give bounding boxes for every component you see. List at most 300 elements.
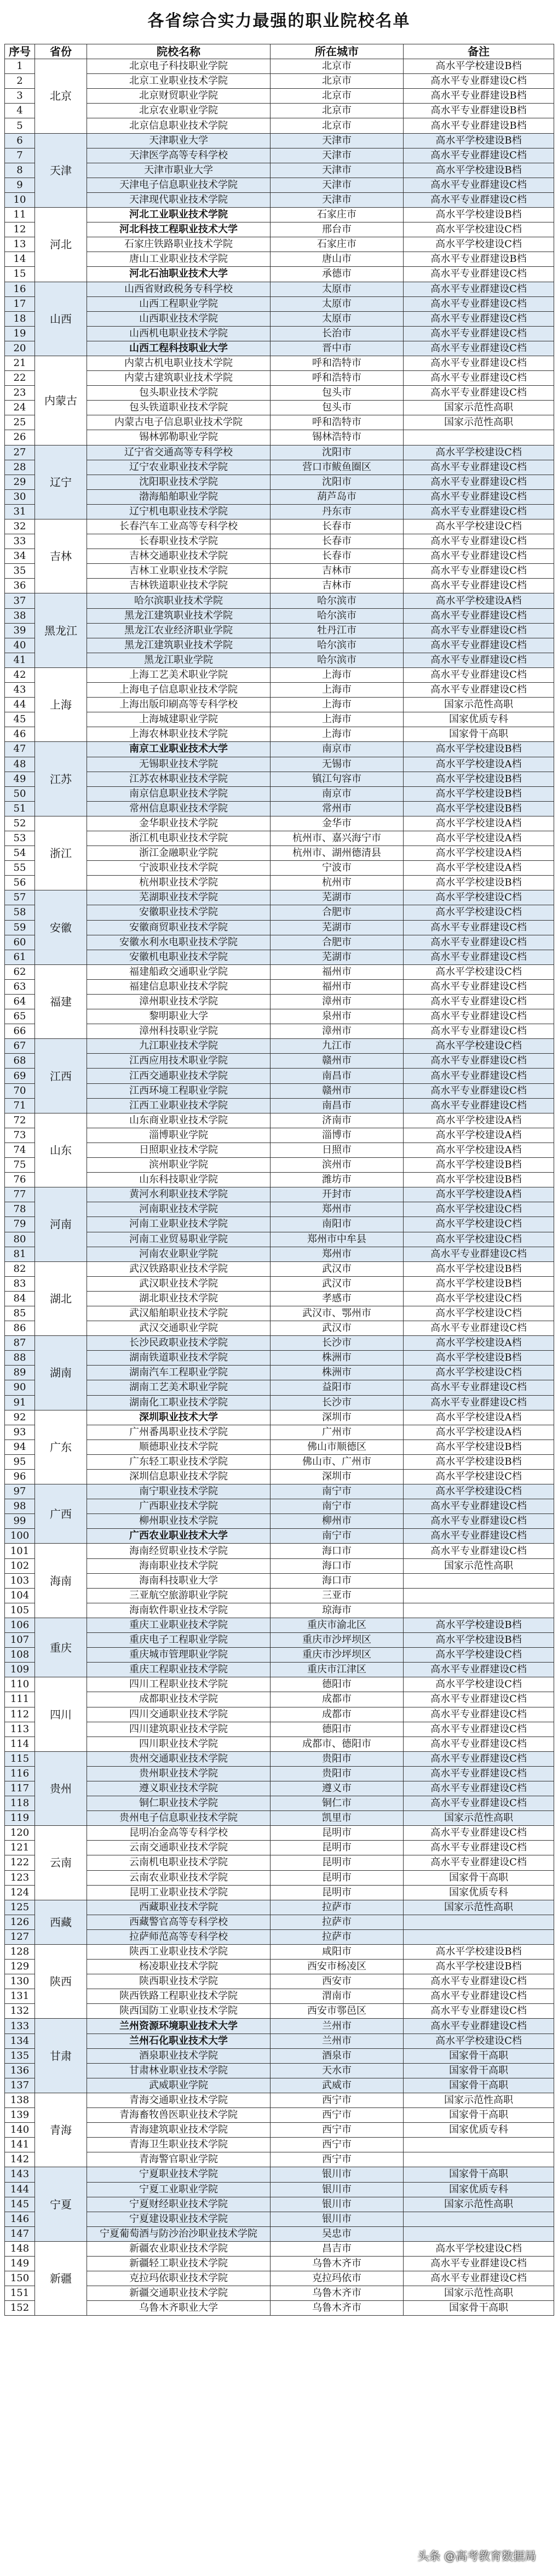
school-name: 辽宁农业职业技术学院 xyxy=(87,460,271,475)
table-row xyxy=(5,59,554,74)
table-row xyxy=(5,757,554,772)
note-text xyxy=(404,1603,554,1618)
note-text: 高水平专业群建设C档 xyxy=(404,979,554,994)
note-text: 高水平专业群建设C档 xyxy=(404,1692,554,1707)
school-name: 哈尔滨职业技术学院 xyxy=(87,593,271,608)
table-row xyxy=(5,148,554,163)
row-index: 15 xyxy=(5,267,35,282)
school-name: 海南科技职业大学 xyxy=(87,1573,271,1588)
table-row xyxy=(5,1633,554,1648)
row-index: 47 xyxy=(5,742,35,757)
note-text: 国家骨干高职 xyxy=(404,2048,554,2063)
city-name: 漳州市 xyxy=(271,995,404,1009)
row-index: 136 xyxy=(5,2063,35,2078)
school-name: 云南交通职业技术学院 xyxy=(87,1841,271,1855)
note-text: 高水平学校建设C档 xyxy=(404,1039,554,1054)
note-text: 高水平学校建设C档 xyxy=(404,445,554,460)
row-index: 20 xyxy=(5,341,35,356)
row-index: 144 xyxy=(5,2182,35,2197)
row-index: 68 xyxy=(5,1054,35,1069)
city-name: 昆明市 xyxy=(271,1826,404,1841)
province-cell: 吉林 xyxy=(35,519,87,593)
school-name: 重庆城市管理职业学院 xyxy=(87,1648,271,1663)
note-text xyxy=(404,2226,554,2241)
table-row xyxy=(5,341,554,356)
city-name: 太原市 xyxy=(271,282,404,296)
row-index: 110 xyxy=(5,1677,35,1692)
table-row xyxy=(5,2286,554,2301)
city-name: 合肥市 xyxy=(271,905,404,920)
school-name: 长沙民政职业技术学院 xyxy=(87,1336,271,1351)
city-name: 邢台市 xyxy=(271,222,404,237)
table-row xyxy=(5,1113,554,1128)
school-name: 重庆工业职业技术学院 xyxy=(87,1618,271,1632)
row-index: 145 xyxy=(5,2197,35,2212)
table-row xyxy=(5,1945,554,1960)
school-name: 沈阳职业技术学院 xyxy=(87,475,271,489)
city-name: 长沙市 xyxy=(271,1395,404,1410)
province-cell: 山东 xyxy=(35,1113,87,1187)
school-name: 武汉职业技术学院 xyxy=(87,1276,271,1291)
city-name: 海口市 xyxy=(271,1544,404,1558)
school-name: 广东轻工职业技术学院 xyxy=(87,1454,271,1469)
row-index: 36 xyxy=(5,579,35,593)
city-name: 上海市 xyxy=(271,667,404,682)
province-cell: 西藏 xyxy=(35,1900,87,1944)
city-name: 乌鲁木齐市 xyxy=(271,2286,404,2301)
table-row xyxy=(5,846,554,861)
note-text: 高水平专业群建设C档 xyxy=(404,1529,554,1544)
row-index: 81 xyxy=(5,1247,35,1261)
note-text: 高水平专业群建设C档 xyxy=(404,564,554,579)
table-row xyxy=(5,1648,554,1663)
school-name: 河北石油职业技术大学 xyxy=(87,267,271,282)
school-name: 河南农业职业学院 xyxy=(87,1247,271,1261)
row-index: 25 xyxy=(5,415,35,430)
table-row xyxy=(5,1618,554,1632)
city-name: 西宁市 xyxy=(271,2138,404,2152)
city-name: 西安市杨凌区 xyxy=(271,1960,404,1974)
row-index: 135 xyxy=(5,2048,35,2063)
note-text: 高水平学校建设B档 xyxy=(404,1173,554,1187)
table-row xyxy=(5,1484,554,1499)
row-index: 133 xyxy=(5,2019,35,2034)
table-row xyxy=(5,1306,554,1321)
city-name: 武汉市 xyxy=(271,1276,404,1291)
province-cell: 新疆 xyxy=(35,2241,87,2315)
note-text: 高水平学校建设C档 xyxy=(404,890,554,905)
table-row xyxy=(5,2034,554,2048)
row-index: 58 xyxy=(5,905,35,920)
note-text: 高水平学校建设A档 xyxy=(404,861,554,876)
row-index: 45 xyxy=(5,712,35,727)
row-index: 71 xyxy=(5,1098,35,1113)
school-name: 西藏警官高等专科学校 xyxy=(87,1915,271,1929)
city-name: 柳州市 xyxy=(271,1514,404,1529)
note-text: 高水平专业群建设C档 xyxy=(404,386,554,401)
school-name: 浙江机电职业技术学院 xyxy=(87,831,271,846)
city-name: 呼和浩特市 xyxy=(271,371,404,386)
note-text: 高水平专业群建设C档 xyxy=(404,1247,554,1261)
note-text: 国家示范性高职 xyxy=(404,2286,554,2301)
table-row xyxy=(5,1766,554,1781)
city-name: 德阳市 xyxy=(271,1677,404,1692)
school-name: 新疆轻工职业技术学院 xyxy=(87,2256,271,2271)
note-text: 高水平学校建设B档 xyxy=(404,1960,554,1974)
city-name: 佛山市顺德区 xyxy=(271,1440,404,1454)
table-row xyxy=(5,1217,554,1232)
row-index: 91 xyxy=(5,1395,35,1410)
city-name: 凯里市 xyxy=(271,1811,404,1826)
city-name: 锡林浩特市 xyxy=(271,430,404,445)
city-name: 西安市鄠邑区 xyxy=(271,2004,404,2019)
row-index: 140 xyxy=(5,2123,35,2138)
city-name: 丹东市 xyxy=(271,504,404,519)
table-row xyxy=(5,1722,554,1737)
note-text: 高水平专业群建设C档 xyxy=(404,623,554,638)
row-index: 46 xyxy=(5,727,35,742)
city-name: 昆明市 xyxy=(271,1870,404,1885)
table-row xyxy=(5,1989,554,2004)
table-row xyxy=(5,252,554,267)
province-cell: 宁夏 xyxy=(35,2167,87,2241)
city-name: 海口市 xyxy=(271,1558,404,1573)
note-text: 国家优质专科 xyxy=(404,712,554,727)
table-row xyxy=(5,1425,554,1440)
table-row xyxy=(5,935,554,950)
note-text: 高水平学校建设B档 xyxy=(404,163,554,178)
city-name: 重庆市沙坪坝区 xyxy=(271,1648,404,1663)
school-name: 天津职业大学 xyxy=(87,133,271,148)
row-index: 80 xyxy=(5,1232,35,1247)
province-cell: 上海 xyxy=(35,667,87,741)
note-text: 高水平学校建设A档 xyxy=(404,757,554,772)
row-index: 79 xyxy=(5,1217,35,1232)
row-index: 94 xyxy=(5,1440,35,1454)
school-name: 陕西铁路工程职业技术学院 xyxy=(87,1989,271,2004)
note-text: 高水平学校建设A档 xyxy=(404,1336,554,1351)
table-row xyxy=(5,1707,554,1722)
school-name: 铜仁职业技术学院 xyxy=(87,1796,271,1811)
city-name: 兰州市 xyxy=(271,2019,404,2034)
city-name: 芜湖市 xyxy=(271,950,404,964)
note-text: 高水平专业群建设C档 xyxy=(404,192,554,207)
city-name: 吴忠市 xyxy=(271,2226,404,2241)
school-name: 西藏职业技术学院 xyxy=(87,1900,271,1915)
school-name: 漳州职业技术学院 xyxy=(87,995,271,1009)
row-index: 124 xyxy=(5,1885,35,1900)
row-index: 41 xyxy=(5,653,35,667)
school-name: 江西交通职业技术学院 xyxy=(87,1069,271,1083)
table-row xyxy=(5,89,554,104)
school-name: 河北科技工程职业技术大学 xyxy=(87,222,271,237)
note-text: 高水平专业群建设C档 xyxy=(404,1826,554,1841)
row-index: 86 xyxy=(5,1321,35,1336)
row-index: 74 xyxy=(5,1143,35,1157)
note-text: 高水平专业群建设C档 xyxy=(404,995,554,1009)
row-index: 76 xyxy=(5,1173,35,1187)
note-text: 高水平专业群建设B档 xyxy=(404,89,554,104)
table-row xyxy=(5,133,554,148)
table-row xyxy=(5,1573,554,1588)
city-name: 南昌市 xyxy=(271,1098,404,1113)
school-name: 天津电子信息职业技术学院 xyxy=(87,178,271,192)
school-name: 黑龙江职业学院 xyxy=(87,653,271,667)
table-row xyxy=(5,1232,554,1247)
province-cell: 浙江 xyxy=(35,816,87,890)
school-name: 青海交通职业技术学院 xyxy=(87,2093,271,2107)
province-cell: 陕西 xyxy=(35,1945,87,2019)
row-index: 52 xyxy=(5,816,35,831)
table-row xyxy=(5,1054,554,1069)
note-text xyxy=(404,1915,554,1929)
note-text: 高水平专业群建设C档 xyxy=(404,534,554,549)
city-name: 九江市 xyxy=(271,1039,404,1054)
city-name: 营口市鲅鱼圈区 xyxy=(271,460,404,475)
city-name: 北京市 xyxy=(271,118,404,133)
table-row xyxy=(5,371,554,386)
row-index: 13 xyxy=(5,237,35,252)
school-name: 山东商业职业技术学院 xyxy=(87,1113,271,1128)
note-text: 高水平学校建设B档 xyxy=(404,1351,554,1366)
row-index: 132 xyxy=(5,2004,35,2019)
note-text: 国家示范性高职 xyxy=(404,401,554,415)
school-name: 山东科技职业学院 xyxy=(87,1173,271,1187)
city-name: 日照市 xyxy=(271,1143,404,1157)
row-index: 30 xyxy=(5,489,35,504)
note-text: 高水平学校建设C档 xyxy=(404,1291,554,1306)
school-name: 贵州职业技术学院 xyxy=(87,1766,271,1781)
school-name: 福建船政交通职业学院 xyxy=(87,964,271,979)
note-text: 高水平学校建设A档 xyxy=(404,1128,554,1143)
city-name: 长沙市 xyxy=(271,1336,404,1351)
province-cell: 内蒙古 xyxy=(35,356,87,445)
table-row xyxy=(5,1811,554,1826)
table-row xyxy=(5,1603,554,1618)
note-text: 高水平学校建设C档 xyxy=(404,1470,554,1484)
school-name: 长春汽车工业高等专科学校 xyxy=(87,519,271,534)
city-name: 吉林市 xyxy=(271,579,404,593)
city-name: 克拉玛依市 xyxy=(271,2271,404,2286)
school-name: 宁夏职业技术学院 xyxy=(87,2167,271,2182)
note-text: 高水平专业群建设C档 xyxy=(404,356,554,370)
row-index: 9 xyxy=(5,178,35,192)
table-row xyxy=(5,742,554,757)
row-index: 77 xyxy=(5,1187,35,1202)
table-row xyxy=(5,2108,554,2123)
note-text: 高水平学校建设B档 xyxy=(404,1945,554,1960)
note-text: 高水平专业群建设C档 xyxy=(404,1855,554,1870)
header-index: 序号 xyxy=(5,44,35,59)
school-name: 滨州职业学院 xyxy=(87,1158,271,1173)
note-text: 高水平专业群建设C档 xyxy=(404,683,554,698)
school-name: 吉林工业职业技术学院 xyxy=(87,564,271,579)
table-row xyxy=(5,2048,554,2063)
row-index: 21 xyxy=(5,356,35,370)
note-text: 高水平学校建设B档 xyxy=(404,1276,554,1291)
note-text: 高水平专业群建设C档 xyxy=(404,296,554,311)
city-name: 淄博市 xyxy=(271,1128,404,1143)
table-row xyxy=(5,1336,554,1351)
row-index: 35 xyxy=(5,564,35,579)
row-index: 150 xyxy=(5,2271,35,2286)
school-name: 黑龙江建筑职业技术学院 xyxy=(87,608,271,623)
table-row xyxy=(5,445,554,460)
city-name: 呼和浩特市 xyxy=(271,356,404,370)
city-name: 银川市 xyxy=(271,2197,404,2212)
row-index: 92 xyxy=(5,1410,35,1425)
table-row xyxy=(5,489,554,504)
school-name: 上海城建职业学院 xyxy=(87,712,271,727)
city-name: 南宁市 xyxy=(271,1484,404,1499)
school-name: 青海建筑职业技术学院 xyxy=(87,2123,271,2138)
table-row xyxy=(5,1544,554,1558)
table-row xyxy=(5,1351,554,1366)
school-name: 成都职业技术学院 xyxy=(87,1692,271,1707)
note-text: 高水平学校建设B档 xyxy=(404,1454,554,1469)
row-index: 143 xyxy=(5,2167,35,2182)
table-row xyxy=(5,638,554,653)
table-row xyxy=(5,1885,554,1900)
table-row xyxy=(5,1395,554,1410)
school-name: 海南经贸职业技术学院 xyxy=(87,1544,271,1558)
city-name: 北京市 xyxy=(271,89,404,104)
note-text: 国家骨干高职 xyxy=(404,2108,554,2123)
row-index: 10 xyxy=(5,192,35,207)
row-index: 87 xyxy=(5,1336,35,1351)
city-name: 哈尔滨市 xyxy=(271,638,404,653)
city-name: 晋中市 xyxy=(271,341,404,356)
row-index: 8 xyxy=(5,163,35,178)
school-name: 新疆交通职业技术学院 xyxy=(87,2286,271,2301)
table-row xyxy=(5,712,554,727)
row-index: 152 xyxy=(5,2301,35,2316)
province-cell: 云南 xyxy=(35,1826,87,1900)
school-name: 湖南工艺美术职业学院 xyxy=(87,1380,271,1395)
city-name: 株洲市 xyxy=(271,1366,404,1380)
table-row xyxy=(5,816,554,831)
row-index: 16 xyxy=(5,282,35,296)
city-name: 沈阳市 xyxy=(271,445,404,460)
school-name: 上海农林职业技术学院 xyxy=(87,727,271,742)
note-text: 高水平学校建设A档 xyxy=(404,1187,554,1202)
city-name: 南京市 xyxy=(271,742,404,757)
note-text: 高水平专业群建设B档 xyxy=(404,104,554,118)
city-name: 西宁市 xyxy=(271,2152,404,2167)
table-row xyxy=(5,401,554,415)
note-text: 高水平学校建设C档 xyxy=(404,1484,554,1499)
school-name: 北京信息职业技术学院 xyxy=(87,118,271,133)
table-row xyxy=(5,163,554,178)
city-name: 成都市 xyxy=(271,1692,404,1707)
city-name: 牡丹江市 xyxy=(271,623,404,638)
table-row xyxy=(5,1291,554,1306)
table-row xyxy=(5,1440,554,1454)
header-province: 省份 xyxy=(35,44,87,59)
table-row xyxy=(5,1677,554,1692)
school-name: 四川职业技术学院 xyxy=(87,1737,271,1751)
city-name: 佛山市、广州市 xyxy=(271,1454,404,1469)
table-row xyxy=(5,579,554,593)
school-name: 天津现代职业技术学院 xyxy=(87,192,271,207)
city-name: 深圳市 xyxy=(271,1470,404,1484)
city-name: 西安市 xyxy=(271,1974,404,1989)
table-row xyxy=(5,74,554,89)
row-index: 3 xyxy=(5,89,35,104)
city-name: 福州市 xyxy=(271,964,404,979)
province-cell: 辽宁 xyxy=(35,445,87,519)
row-index: 37 xyxy=(5,593,35,608)
note-text: 国家优质专科 xyxy=(404,2123,554,2138)
city-name: 太原市 xyxy=(271,311,404,326)
row-index: 118 xyxy=(5,1796,35,1811)
row-index: 141 xyxy=(5,2138,35,2152)
table-row xyxy=(5,2152,554,2167)
table-row xyxy=(5,831,554,846)
note-text: 高水平专业群建设C档 xyxy=(404,1054,554,1069)
school-name: 陕西职业技术学院 xyxy=(87,1974,271,1989)
row-index: 23 xyxy=(5,386,35,401)
row-index: 29 xyxy=(5,475,35,489)
school-name: 武汉交通职业学院 xyxy=(87,1321,271,1336)
school-name: 拉萨师范高等专科学校 xyxy=(87,1929,271,1944)
table-row xyxy=(5,772,554,786)
row-index: 112 xyxy=(5,1707,35,1722)
school-name: 宁波职业技术学院 xyxy=(87,861,271,876)
row-index: 119 xyxy=(5,1811,35,1826)
table-row xyxy=(5,1929,554,1944)
province-cell: 贵州 xyxy=(35,1751,87,1825)
row-index: 67 xyxy=(5,1039,35,1054)
school-name: 深圳信息职业技术学院 xyxy=(87,1470,271,1484)
note-text: 高水平专业群建设C档 xyxy=(404,148,554,163)
table-row xyxy=(5,1173,554,1187)
note-text: 高水平学校建设B档 xyxy=(404,742,554,757)
note-text xyxy=(404,2138,554,2152)
table-row xyxy=(5,2123,554,2138)
row-index: 54 xyxy=(5,846,35,861)
note-text: 高水平学校建设B档 xyxy=(404,59,554,74)
school-name: 日照职业技术学院 xyxy=(87,1143,271,1157)
note-text: 高水平专业群建设C档 xyxy=(404,460,554,475)
table-row xyxy=(5,519,554,534)
school-name: 宁夏工业职业学院 xyxy=(87,2182,271,2197)
table-row xyxy=(5,1826,554,1841)
table-row xyxy=(5,1083,554,1098)
school-name: 贵州交通职业技术学院 xyxy=(87,1751,271,1766)
table-row xyxy=(5,608,554,623)
school-name: 江西应用技术职业学院 xyxy=(87,1054,271,1069)
note-text: 高水平学校建设C档 xyxy=(404,964,554,979)
city-name: 成都市、德阳市 xyxy=(271,1737,404,1751)
city-name: 上海市 xyxy=(271,727,404,742)
row-index: 120 xyxy=(5,1826,35,1841)
row-index: 107 xyxy=(5,1633,35,1648)
row-index: 105 xyxy=(5,1603,35,1618)
school-name: 南京工业职业技术大学 xyxy=(87,742,271,757)
row-index: 129 xyxy=(5,1960,35,1974)
note-text: 高水平学校建设C档 xyxy=(404,1648,554,1663)
city-name: 重庆市江津区 xyxy=(271,1663,404,1677)
note-text: 高水平学校建设B档 xyxy=(404,801,554,816)
row-index: 42 xyxy=(5,667,35,682)
province-cell: 甘肃 xyxy=(35,2019,87,2093)
city-name: 长春市 xyxy=(271,549,404,564)
row-index: 27 xyxy=(5,445,35,460)
note-text: 高水平学校建设A档 xyxy=(404,1113,554,1128)
note-text: 高水平专业群建设C档 xyxy=(404,1766,554,1781)
school-name: 青海警官职业学院 xyxy=(87,2152,271,2167)
